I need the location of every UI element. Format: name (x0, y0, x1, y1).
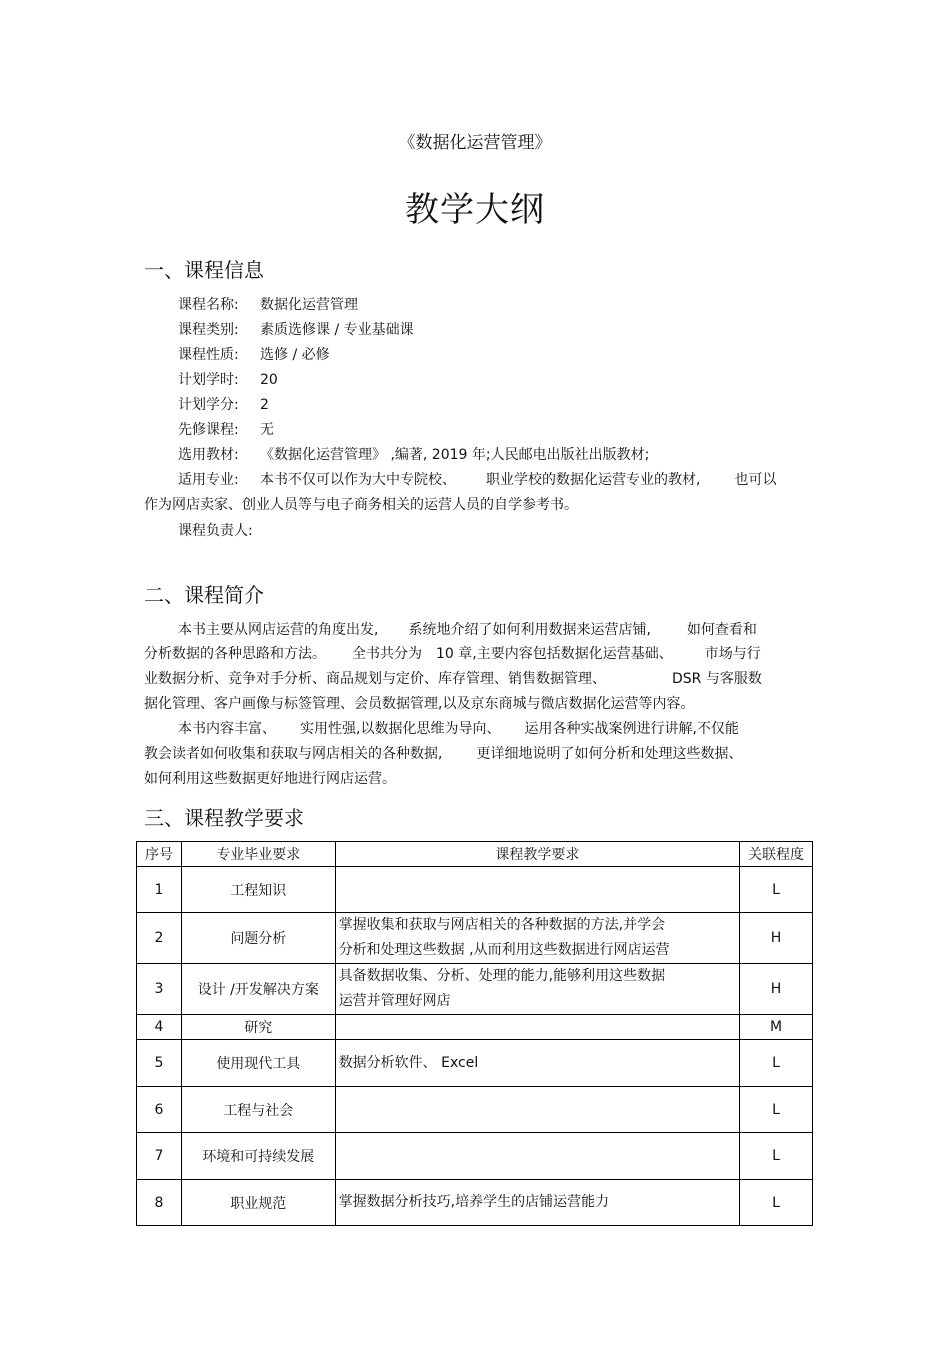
intro-paragraph-line (144, 668, 762, 688)
text-run: 市场与行 (704, 646, 761, 662)
cell-no: 2 (137, 913, 182, 964)
table-row (137, 1180, 813, 1226)
cell-relevance: H (740, 964, 813, 1015)
cell-no: 5 (137, 1040, 182, 1087)
cell-relevance: H (740, 913, 813, 964)
requirements-table (136, 841, 813, 1226)
text-run: 本书内容丰富、 (178, 721, 276, 737)
info-course-nature (178, 344, 330, 364)
intro-paragraph-line (178, 718, 739, 738)
cell-course-requirement (335, 1040, 739, 1087)
cell-graduation-requirement: 工程知识 (181, 867, 335, 913)
column-header-graduation-requirement: 专业毕业要求 (181, 842, 335, 867)
cell-relevance: L (740, 1133, 813, 1180)
cell-course-requirement (335, 1087, 739, 1133)
info-planned-credits (178, 394, 269, 414)
document-title: 教学大纲 (405, 190, 545, 230)
cell-text: 分析和处理这些数据 ,从而利用这些数据进行网店运营 (338, 942, 670, 958)
info-course-category (178, 319, 414, 339)
text-run: 更详细地说明了如何分析和处理这些数据、 (476, 746, 743, 762)
cell-text: 掌握收集和获取与网店相关的各种数据的方法,并学会 (338, 917, 666, 933)
cell-relevance: L (740, 1180, 813, 1226)
column-header-no: 序号 (137, 842, 182, 867)
info-label: 计划学分: (178, 397, 239, 413)
column-header-course-requirement: 课程教学要求 (335, 842, 739, 867)
cell-no: 7 (137, 1133, 182, 1180)
info-value: 无 (260, 422, 274, 438)
section-heading-teaching-requirements: 三、课程教学要求 (144, 806, 304, 830)
info-planned-hours (178, 369, 278, 389)
table-row (137, 1087, 813, 1133)
cell-graduation-requirement: 研究 (181, 1015, 335, 1040)
cell-course-requirement (335, 1133, 739, 1180)
info-value: 也可以 (734, 472, 777, 488)
column-header-relevance: 关联程度 (740, 842, 813, 867)
cell-course-requirement (335, 1180, 739, 1226)
info-label: 课程类别: (178, 322, 239, 338)
text-run: 系统地介绍了如何利用数据来运营店铺, (408, 622, 651, 638)
info-course-owner (178, 520, 260, 540)
info-value: 职业学校的数据化运营专业的教材, (486, 472, 701, 488)
info-course-name (178, 294, 358, 314)
cell-relevance: L (740, 1087, 813, 1133)
text-run: 运用各种实战案例进行讲解,不仅能 (524, 721, 739, 737)
info-value: 数据化运营管理 (260, 297, 358, 313)
info-value: 2 (260, 397, 269, 413)
cell-graduation-requirement: 设计 /开发解决方案 (181, 964, 335, 1015)
cell-graduation-requirement: 工程与社会 (181, 1087, 335, 1133)
cell-text: 掌握数据分析技巧,培养学生的店铺运营能力 (338, 1194, 610, 1210)
text-run: 10 章,主要内容包括数据化运营基础、 (436, 646, 673, 662)
text-run: 全书共分为 (352, 646, 422, 662)
cell-text: 具备数据收集、分析、处理的能力,能够利用这些数据 (338, 968, 666, 984)
intro-paragraph-line: 如何利用这些数据更好地进行网店运营。 (144, 771, 396, 787)
section-heading-course-intro: 二、课程简介 (144, 583, 264, 607)
info-label: 课程性质: (178, 347, 239, 363)
info-value: 20 (260, 372, 278, 388)
info-value: 《数据化运营管理》 ,编著, 2019 年;人民邮电出版社出版教材; (260, 447, 650, 463)
table-row (137, 1040, 813, 1087)
table-row (137, 867, 813, 913)
cell-graduation-requirement: 使用现代工具 (181, 1040, 335, 1087)
text-run: 业数据分析、竞争对手分析、商品规划与定价、库存管理、销售数据管理、 (144, 671, 606, 687)
document-subtitle: 《数据化运营管理》 (398, 133, 552, 153)
info-label: 适用专业: (178, 472, 239, 488)
cell-relevance: L (740, 1040, 813, 1087)
text-run: DSR 与客服数 (672, 671, 762, 687)
cell-text: 数据分析软件、 Excel (338, 1054, 479, 1071)
table-row (137, 1015, 813, 1040)
text-run: 分析数据的各种思路和方法。 (144, 646, 326, 662)
cell-no: 6 (137, 1087, 182, 1133)
intro-paragraph-line (144, 643, 761, 663)
info-prerequisite (178, 419, 274, 439)
section-heading-course-info: 一、课程信息 (144, 258, 264, 282)
info-applicable-major (178, 469, 776, 489)
info-value: 本书不仅可以作为大中专院校、 (260, 472, 456, 488)
info-label: 计划学时: (178, 372, 239, 388)
cell-no: 3 (137, 964, 182, 1015)
table-row (137, 913, 813, 964)
text-run: 实用性强,以数据化思维为导向、 (300, 721, 501, 737)
cell-no: 1 (137, 867, 182, 913)
info-label: 课程名称: (178, 297, 239, 313)
cell-course-requirement (335, 1015, 739, 1040)
text-run: 如何查看和 (686, 622, 757, 638)
text-run: 教会读者如何收集和获取与网店相关的各种数据, (144, 746, 443, 762)
cell-text: 运营并管理好网店 (338, 993, 451, 1009)
intro-paragraph-line (178, 619, 757, 639)
info-value: 素质选修课 / 专业基础课 (260, 322, 414, 338)
cell-relevance: L (740, 867, 813, 913)
cell-graduation-requirement: 问题分析 (181, 913, 335, 964)
cell-graduation-requirement: 职业规范 (181, 1180, 335, 1226)
info-value: 选修 / 必修 (260, 347, 330, 363)
info-textbook (178, 444, 649, 464)
cell-relevance: M (740, 1015, 813, 1040)
info-label: 选用教材: (178, 447, 239, 463)
cell-course-requirement (335, 867, 739, 913)
table-header-row (137, 842, 813, 867)
info-label: 先修课程: (178, 422, 239, 438)
text-run: 本书主要从网店运营的角度出发, (178, 622, 379, 638)
cell-no: 4 (137, 1015, 182, 1040)
table-row (137, 1133, 813, 1180)
info-applicable-major-cont: 作为网店卖家、创业人员等与电子商务相关的运营人员的自学参考书。 (144, 497, 578, 513)
intro-paragraph-line (144, 743, 742, 763)
intro-paragraph-line: 据化管理、客户画像与标签管理、会员数据管理,以及京东商城与微店数据化运营等内容。 (144, 696, 695, 712)
info-label: 课程负责人: (178, 523, 253, 539)
cell-no: 8 (137, 1180, 182, 1226)
table-row (137, 964, 813, 1015)
cell-course-requirement (335, 964, 739, 1015)
cell-graduation-requirement: 环境和可持续发展 (181, 1133, 335, 1180)
cell-course-requirement (335, 913, 739, 964)
